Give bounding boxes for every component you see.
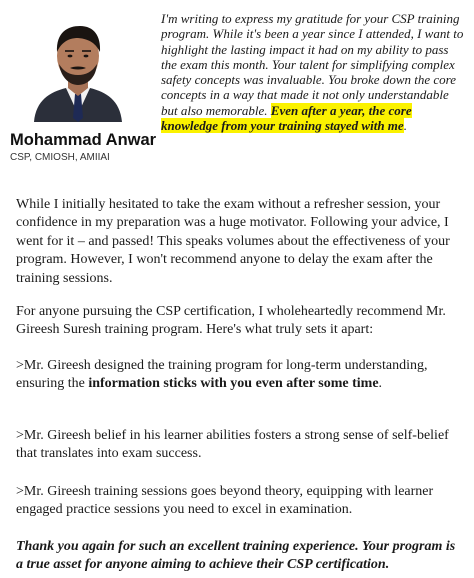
- intro-paragraph: [161, 11, 467, 133]
- bullet-practice: >Mr. Gireesh training sessions goes beyond theory, equipping with learner engaged practice sessions you need to excel in examination.: [16, 484, 434, 518]
- intro-end: .: [403, 118, 407, 134]
- paragraph-recommendation: For anyone pursuing the CSP certification, I wholeheartedly recommend Mr. Gireesh Suresh training program. Here's what truly sets it apart:: [16, 304, 446, 338]
- author-name: Mohammad Anwar: [10, 131, 157, 149]
- bullet-self-belief: >Mr. Gireesh belief in his learner abilities fosters a strong sense of self-belief that translates into exam success.: [16, 428, 449, 462]
- intro-highlight: Even after a year, the core knowledge from your training stayed with me: [161, 102, 412, 134]
- bullet-long-term-after: .: [378, 376, 383, 392]
- author-credentials: CSP, CMIOSH, AMIIAI: [10, 152, 110, 163]
- author-photo: [30, 14, 126, 122]
- portrait-photo-icon: [30, 14, 126, 122]
- bullet-long-term: [16, 357, 464, 394]
- paragraph-hesitation: While I initially hesitated to take the exam without a refresher session, your confidence in my preparation was a huge motivator. Following your advice, I went for it – and passed! This speaks volumes about the effectiveness of your program. However, I won't recommend anyone to delay the exam after the training sessions.: [16, 197, 450, 286]
- closing-paragraph: Thank you again for such an excellent training experience. Your program is a true asset for anyone aiming to achieve their CSP certification.: [16, 539, 456, 573]
- bullet-long-term-bold: information sticks with you even after some time: [88, 376, 379, 392]
- intro-text: I'm writing to express my gratitude for your CSP training program. While it's been a year since I attended, I want to highlight the lasting impact it had on my ability to pass the exam this month. Your talent for simplifying complex safety concepts was invaluable. You broke down the core concepts in a way that made it not only understandable but also memorable.: [161, 11, 464, 118]
- bullet-long-term-before: >Mr. Gireesh designed the training program for long-term understanding, ensuring the: [16, 358, 428, 392]
